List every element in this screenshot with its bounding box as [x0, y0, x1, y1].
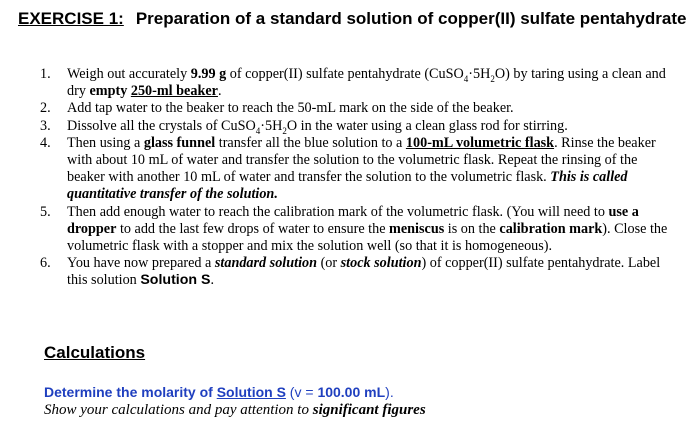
step-text: O in the water using a clean glass rod for stirring.: [286, 117, 568, 134]
beaker-spec: 250-ml beaker: [130, 83, 218, 100]
procedure-step: [40, 100, 672, 117]
question-text: Determine the molarity of: [44, 384, 217, 400]
volume-text: [286, 384, 394, 400]
calculations-heading: Calculations: [44, 343, 146, 362]
step-text: is on the: [444, 220, 500, 237]
step-text: . Rinse the beaker with about 10 mL of water and transfer the solution to the volumetric flask. Repeat the rinsing of the beaker with another 10 mL of water and transfer the solution to the volumetric flask.: [67, 134, 656, 186]
molarity-question: [44, 384, 394, 400]
step-text: ). Close the volumetric flask with a stopper and mix the solution well (so that it is homogeneous).: [67, 220, 668, 255]
stock-solution-term: stock solution: [340, 255, 422, 272]
calibration-mark-term: calibration mark: [499, 220, 603, 237]
step-text: Add tap water to the beaker to reach the 50-mL mark on the side of the beaker.: [67, 100, 514, 117]
step-text: ) of copper(II) sulfate pentahydrate. Label this solution: [67, 255, 661, 289]
exercise-title: [18, 8, 688, 29]
procedure-list: [40, 66, 672, 290]
solution-s-link[interactable]: Solution S: [216, 384, 286, 400]
procedure-step: [40, 204, 672, 256]
step-text: ·5H: [260, 117, 283, 134]
step-number: 6.: [40, 255, 51, 272]
procedure-step: 3. Dissolve all the crystals of $CuSO_4\cdot 5H_2O$ in the water using a clean glass rod for stirring.: [40, 117, 568, 136]
dropper-term: use a dropper: [67, 203, 639, 237]
emphasis-empty: empty: [89, 83, 128, 100]
instruction-note: [44, 402, 426, 419]
mass-value: 9.99 g: [190, 66, 227, 82]
step-text: .: [217, 83, 222, 100]
step-number: 2.: [40, 100, 51, 117]
step-text: You have now prepared a: [67, 255, 215, 272]
volume-value: 100.00 mL: [317, 384, 386, 400]
procedure-step: [40, 255, 672, 289]
standard-solution-term: standard solution: [214, 255, 318, 272]
exercise-title-text: Preparation of a standard solution of copper(II) sulfate pentahydrate: [135, 9, 687, 28]
step-text: ·5H: [468, 66, 491, 82]
exercise-number: EXERCISE 1:: [18, 9, 124, 28]
question-text: ).: [385, 384, 394, 400]
solution-label: Solution S: [140, 272, 211, 289]
step-number: 1.: [40, 66, 51, 82]
step-text: .: [210, 272, 215, 289]
step-text: Dissolve all the crystals of CuSO: [67, 117, 256, 134]
step-number: 5.: [40, 203, 51, 220]
step-text: transfer all the blue solution to a: [215, 134, 406, 151]
question-text: (v =: [285, 384, 318, 400]
step-number: 4.: [40, 134, 51, 151]
significant-figures-term: significant figures: [312, 402, 426, 418]
note-text: Show your calculations and pay attention to: [44, 402, 313, 418]
volumetric-flask-spec: 100-mL volumetric flask: [405, 134, 555, 151]
quantitative-transfer-note: This is called quantitative transfer of the solution.: [67, 169, 628, 203]
step-text: Weigh out accurately: [67, 66, 191, 82]
meniscus-term: meniscus: [389, 220, 445, 237]
glass-funnel-term: glass funnel: [143, 134, 216, 151]
procedure-step: 1. Weigh out accurately 9.99 g of copper(II) sulfate pentahydrate $(CuSO_4\cdot 5H_2O)$ by taring using a clean and dry empty 250-ml beaker.: [40, 66, 666, 100]
step-text: to add the last few drops of water to ensure the: [116, 220, 390, 237]
step-text: Then using a: [67, 134, 144, 151]
step-text: O) by taring using a clean and dry: [67, 66, 666, 100]
step-text: Then add enough water to reach the calibration mark of the volumetric flask. (You will need to: [67, 203, 609, 220]
step-text: (or: [317, 255, 341, 272]
procedure-step: [40, 135, 672, 204]
step-text: of copper(II) sulfate pentahydrate (CuSO: [226, 66, 464, 82]
step-number: 3.: [40, 117, 51, 134]
